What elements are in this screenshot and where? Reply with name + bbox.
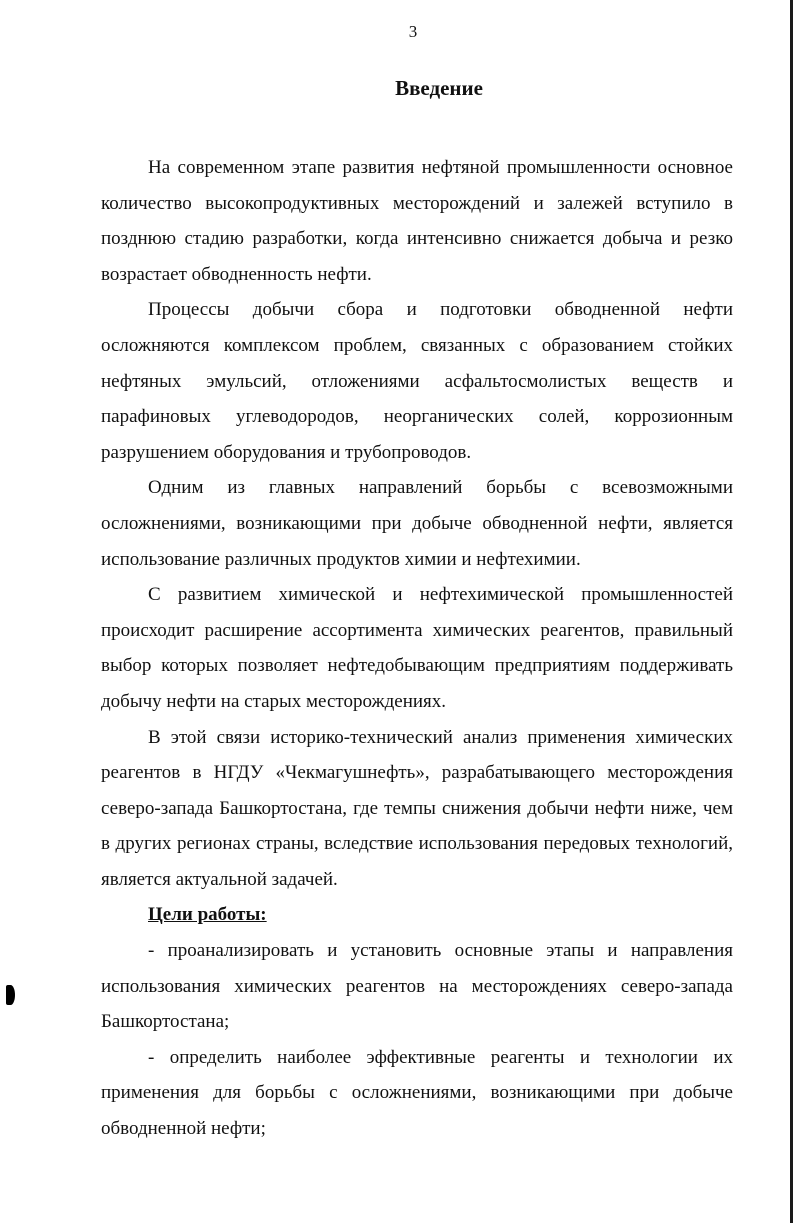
goal-item-2: - определить наиболее эффективные реагенты и технологии их применения для борьбы с осложнениями, возникающими при добыче обводненной нефти; bbox=[101, 1046, 733, 1140]
goals-heading: Цели работы: bbox=[148, 904, 267, 926]
paragraph-2: Процессы добычи сбора и подготовки обводненной нефти осложняются комплексом проблем, связанных с образованием стойких нефтяных эмульсий, отложениями асфальтосмолистых веществ и парафиновых углеводородов, неорганических солей, коррозионным разрушением оборудования и трубопроводов. bbox=[101, 299, 733, 463]
paragraph-3: Одним из главных направлений борьбы с всевозможными осложнениями, возникающими при добыче обводненной нефти, является использование различных продуктов химии и нефтехимии. bbox=[101, 477, 733, 570]
scan-mark bbox=[6, 985, 15, 1005]
goal-item-1: - проанализировать и установить основные этапы и направления использования химических реагентов на месторождениях северо-запада Башкортостана; bbox=[101, 940, 733, 1033]
paragraph-1: На современном этапе развития нефтяной промышленности основное количество высокопродуктивных месторождений и залежей вступило в позднюю стадию разработки, когда интенсивно снижается добыча и резко возрастает обводненность нефти. bbox=[101, 157, 733, 285]
page-title: Введение bbox=[395, 76, 483, 100]
document-body bbox=[101, 150, 733, 1147]
paragraph-4: С развитием химической и нефтехимической промышленностей происходит расширение ассортимента химических реагентов, правильный выбор которых позволяет нефтедобывающим предприятиям поддерживать добычу нефти на старых месторождениях. bbox=[101, 584, 733, 712]
page-number: 3 bbox=[408, 22, 418, 41]
paragraph-5: В этой связи историко-технический анализ применения химических реагентов в НГДУ «Чекмагушнефть», разрабатывающего месторождения северо-запада Башкортостана, где темпы снижения добычи нефти ниже, чем в других регионах страны, вследствие использования передовых технологий, является актуальной задачей. bbox=[101, 726, 733, 890]
